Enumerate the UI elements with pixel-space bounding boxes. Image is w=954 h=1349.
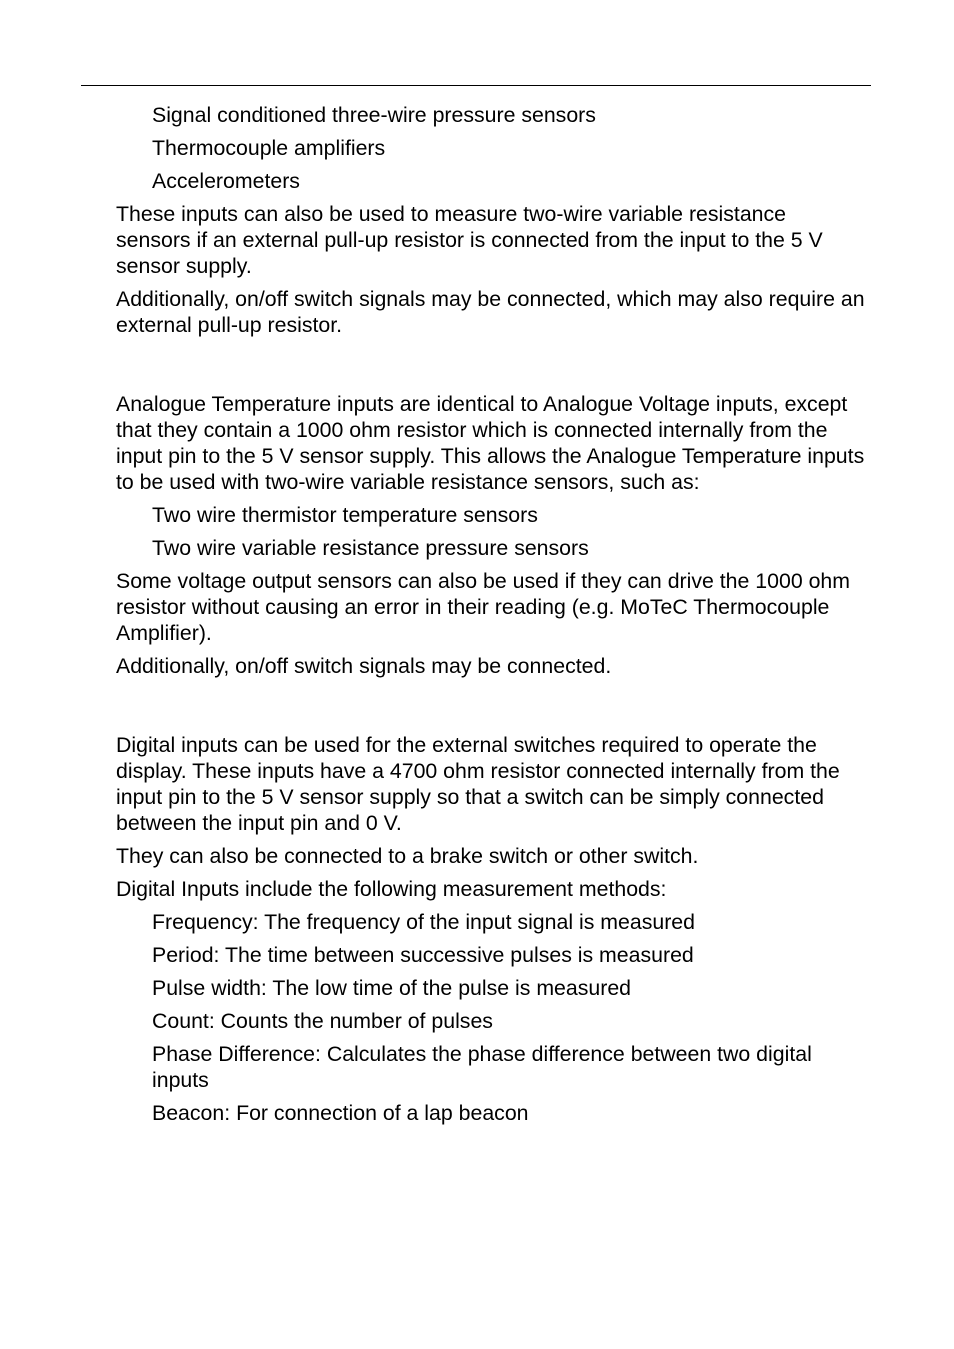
list-item: Frequency: The frequency of the input signal is measured bbox=[152, 910, 695, 934]
paragraph-two-wire-sensors: These inputs can also be used to measure two-wire variable resistance sensors if an external pull-up resistor is connected from the input to the 5 V sensor supply. bbox=[116, 202, 823, 278]
paragraph-digital-inputs: Digital inputs can be used for the external switches required to operate the display. These inputs have a 4700 ohm resistor connected internally from the input pin to the 5 V sensor supply so that a switch can be simply connected between the input pin and 0 V. bbox=[116, 733, 840, 835]
list-item: Beacon: For connection of a lap beacon bbox=[152, 1101, 529, 1125]
paragraph-switch-signals: Additionally, on/off switch signals may be connected, which may also require an external pull-up resistor. bbox=[116, 287, 865, 337]
list-item: Two wire variable resistance pressure sensors bbox=[152, 536, 589, 560]
list-item: Thermocouple amplifiers bbox=[152, 136, 386, 160]
list-item: Two wire thermistor temperature sensors bbox=[152, 503, 538, 527]
paragraph-switch-signals-2: Additionally, on/off switch signals may be connected. bbox=[116, 654, 612, 678]
page-body bbox=[116, 102, 866, 1126]
paragraph-voltage-output-sensors: Some voltage output sensors can also be used if they can drive the 1000 ohm resistor without causing an error in their reading (e.g. MoTeC Thermocouple Amplifier). bbox=[116, 569, 851, 645]
list-item: Accelerometers bbox=[152, 169, 300, 193]
list-item: Phase Difference: Calculates the phase difference between two digital inputs bbox=[152, 1042, 812, 1092]
paragraph-brake-switch: They can also be connected to a brake switch or other switch. bbox=[116, 844, 699, 868]
list-item: Period: The time between successive pulses is measured bbox=[152, 943, 694, 967]
paragraph-analogue-temperature: Analogue Temperature inputs are identical to Analogue Voltage inputs, except that they contain a 1000 ohm resistor which is connected internally from the input pin to the 5 V sensor supply. This allows the Analogue Temperature inputs to be used with two-wire variable resistance sensors, such as: bbox=[116, 392, 865, 494]
header-rule bbox=[81, 85, 871, 86]
paragraph-measurement-methods: Digital Inputs include the following measurement methods: bbox=[116, 877, 667, 901]
list-item: Signal conditioned three-wire pressure sensors bbox=[152, 103, 596, 127]
list-item: Count: Counts the number of pulses bbox=[152, 1009, 493, 1033]
list-item: Pulse width: The low time of the pulse is measured bbox=[152, 976, 632, 1000]
